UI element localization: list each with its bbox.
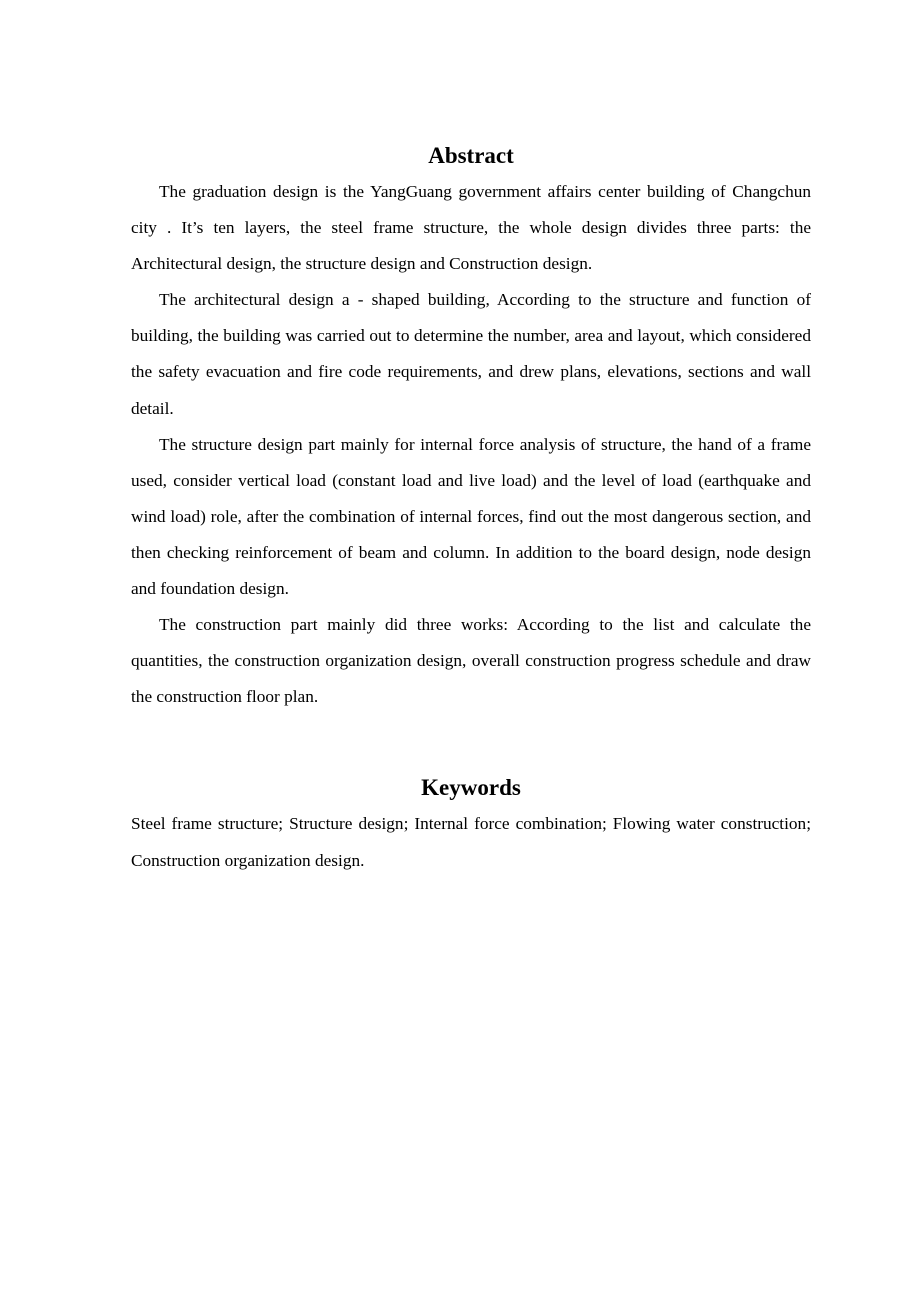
section-spacer bbox=[131, 715, 811, 770]
document-page bbox=[131, 138, 811, 879]
keywords-text: Steel frame structure; Structure design; Internal force combination; Flowing water construction; Construction organization design. bbox=[131, 814, 811, 870]
keywords-heading: Keywords bbox=[421, 775, 521, 801]
abstract-paragraph-1: The graduation design is the YangGuang government affairs center building of Changchun city . It’s ten layers, the steel frame structure, the whole design divides three parts: the Architectural design, the structure design and Construction design. bbox=[131, 182, 811, 274]
abstract-heading: Abstract bbox=[428, 143, 514, 168]
abstract-paragraph-2: The architectural design a - shaped building, According to the structure and function of building, the building was carried out to determine the number, area and layout, which considered the safety evacuation and fire code requirements, and drew plans, elevations, sections and wall detail. bbox=[131, 290, 811, 418]
abstract-paragraph-4: The construction part mainly did three works: According to the list and calculate the quantities, the construction organization design, overall construction progress schedule and draw the construction floor plan. bbox=[131, 615, 811, 707]
abstract-paragraph-3: The structure design part mainly for internal force analysis of structure, the hand of a frame used, consider vertical load (constant load and live load) and the level of load (earthquake and wind load) role, after the combination of internal forces, find out the most dangerous section, and then checking reinforcement of beam and column. In addition to the board design, node design and foundation design. bbox=[131, 434, 811, 599]
